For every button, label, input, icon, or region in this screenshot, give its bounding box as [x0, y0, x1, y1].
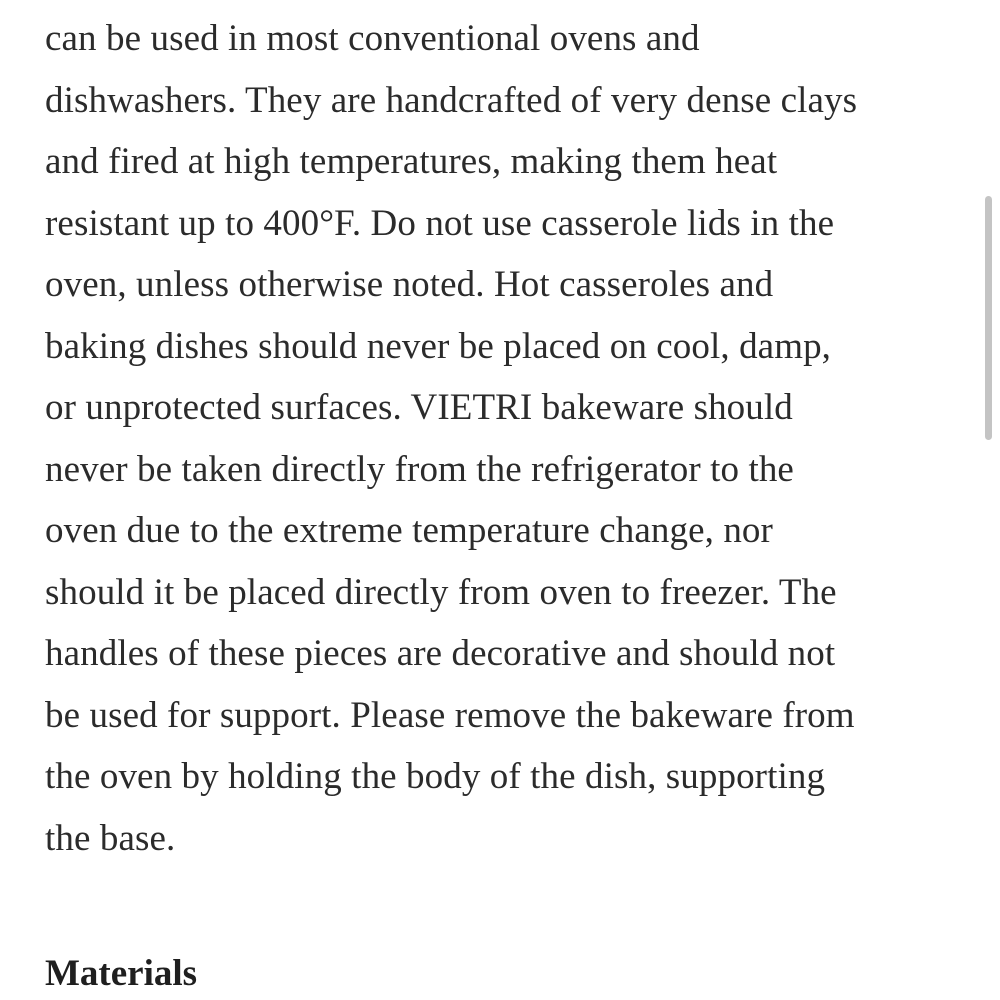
text-line: be used for support. Please remove the bakeware from — [45, 694, 855, 736]
care-instructions-text — [45, 8, 975, 869]
text-line: dishwashers. They are handcrafted of very dense clays — [45, 79, 858, 121]
scrollbar-thumb[interactable] — [985, 196, 992, 440]
text-line: can be used in most conventional ovens and — [45, 18, 700, 59]
text-line: resistant up to 400°F. Do not use casserole lids in the — [45, 202, 835, 244]
text-line: and fired at high temperatures, making them heat — [45, 141, 778, 182]
text-line: the base. — [45, 817, 176, 859]
text-line: oven due to the extreme temperature change, nor — [45, 510, 773, 551]
text-line: should it be placed directly from oven to freezer. The — [45, 571, 837, 613]
materials-heading: Materials — [45, 953, 198, 994]
text-line: the oven by holding the body of the dish, supporting — [45, 756, 826, 797]
text-line: baking dishes should never be placed on cool, damp, — [45, 325, 832, 367]
text-line: never be taken directly from the refrigerator to the — [45, 448, 794, 490]
text-line: oven, unless otherwise noted. Hot casseroles and — [45, 264, 774, 305]
text-line: handles of these pieces are decorative and should not — [45, 633, 836, 674]
text-line: or unprotected surfaces. VIETRI bakeware should — [45, 387, 793, 428]
